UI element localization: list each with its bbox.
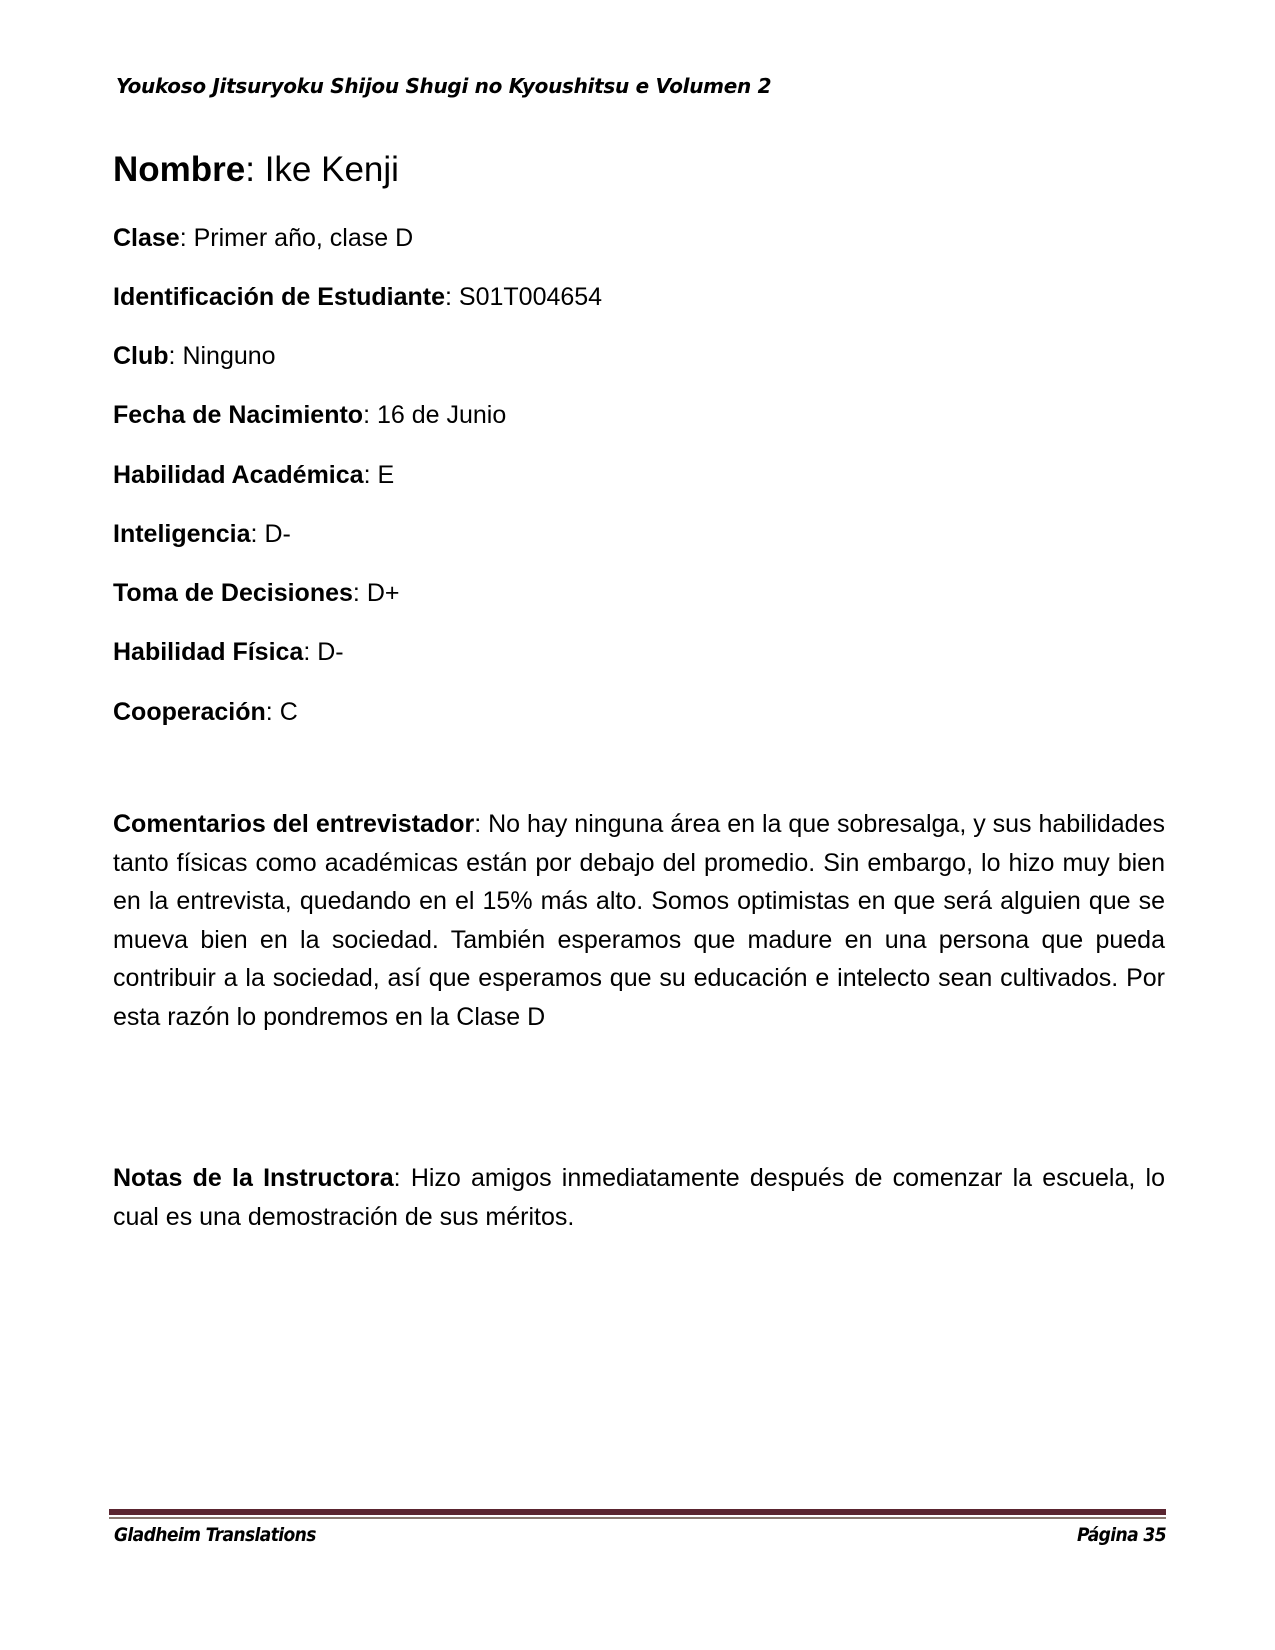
separator: :: [352, 579, 367, 607]
footer-rule-thin: [109, 1517, 1166, 1519]
field-value: 16 de Junio: [376, 401, 507, 429]
name-label: Nombre: [113, 150, 246, 189]
field-student-id: [113, 283, 602, 312]
field-label: Habilidad Académica: [113, 461, 364, 489]
separator: :: [445, 283, 459, 311]
field-value: C: [279, 698, 298, 726]
notes-text: Hizo amigos inmediatamente después de comenzar la escuela, lo cual es una demostración de sus méritos.: [113, 1164, 1165, 1231]
field-label: Inteligencia: [113, 520, 251, 548]
separator: :: [363, 401, 377, 429]
comments-label: Comentarios del entrevistador: [113, 810, 475, 838]
separator: :: [474, 810, 489, 838]
separator: :: [363, 461, 378, 489]
interviewer-comments: [113, 805, 1165, 1036]
field-intelligence: [113, 520, 291, 549]
notes-label: Notas de la Instructora: [113, 1164, 394, 1192]
comments-text: No hay ninguna área en la que sobresalga, y sus habilidades tanto físicas como académicas están por debajo del promedio. Sin embargo, lo hizo muy bien en la entrevista, quedando en el 15% más alto. Somos optimistas en que será alguien que se mueva bien en la sociedad. También esperamos que madure en una persona que pueda contribuir a la sociedad, así que esperamos que su educación e intelecto sean cultivados. Por esta razón lo pondremos en la Clase D: [113, 810, 1165, 1031]
field-value: D-: [264, 520, 291, 548]
field-cooperation: [113, 698, 298, 727]
field-value: S01T004654: [458, 283, 603, 311]
field-label: Habilidad Física: [113, 638, 304, 666]
field-value: D+: [366, 579, 400, 607]
separator: :: [265, 698, 280, 726]
field-label: Cooperación: [113, 698, 266, 726]
field-decision-making: [113, 579, 399, 608]
page-number: Página 35: [1077, 1524, 1166, 1546]
field-value: Primer año, clase D: [193, 224, 414, 252]
footer-rule-thick: [109, 1509, 1166, 1515]
field-label: Identificación de Estudiante: [113, 283, 445, 311]
separator: :: [168, 342, 183, 370]
separator: :: [245, 150, 265, 189]
field-label: Club: [113, 342, 169, 370]
instructor-notes: [113, 1159, 1165, 1236]
field-birthdate: [113, 401, 506, 430]
field-label: Toma de Decisiones: [113, 579, 353, 607]
name-line: [113, 150, 399, 190]
footer-credit: Gladheim Translations: [114, 1524, 316, 1546]
field-clase: [113, 224, 413, 253]
field-label: Clase: [113, 224, 180, 252]
separator: :: [250, 520, 265, 548]
field-value: E: [377, 461, 395, 489]
field-value: D-: [317, 638, 344, 666]
separator: :: [303, 638, 318, 666]
field-label: Fecha de Nacimiento: [113, 401, 364, 429]
separator: :: [179, 224, 194, 252]
field-academic-ability: [113, 461, 394, 490]
running-header: Youkoso Jitsuryoku Shijou Shugi no Kyoushitsu e Volumen 2: [116, 74, 772, 98]
field-club: [113, 342, 276, 371]
field-physical-ability: [113, 638, 344, 667]
name-value: Ike Kenji: [264, 150, 399, 189]
field-value: Ninguno: [182, 342, 276, 370]
separator: :: [393, 1164, 411, 1192]
